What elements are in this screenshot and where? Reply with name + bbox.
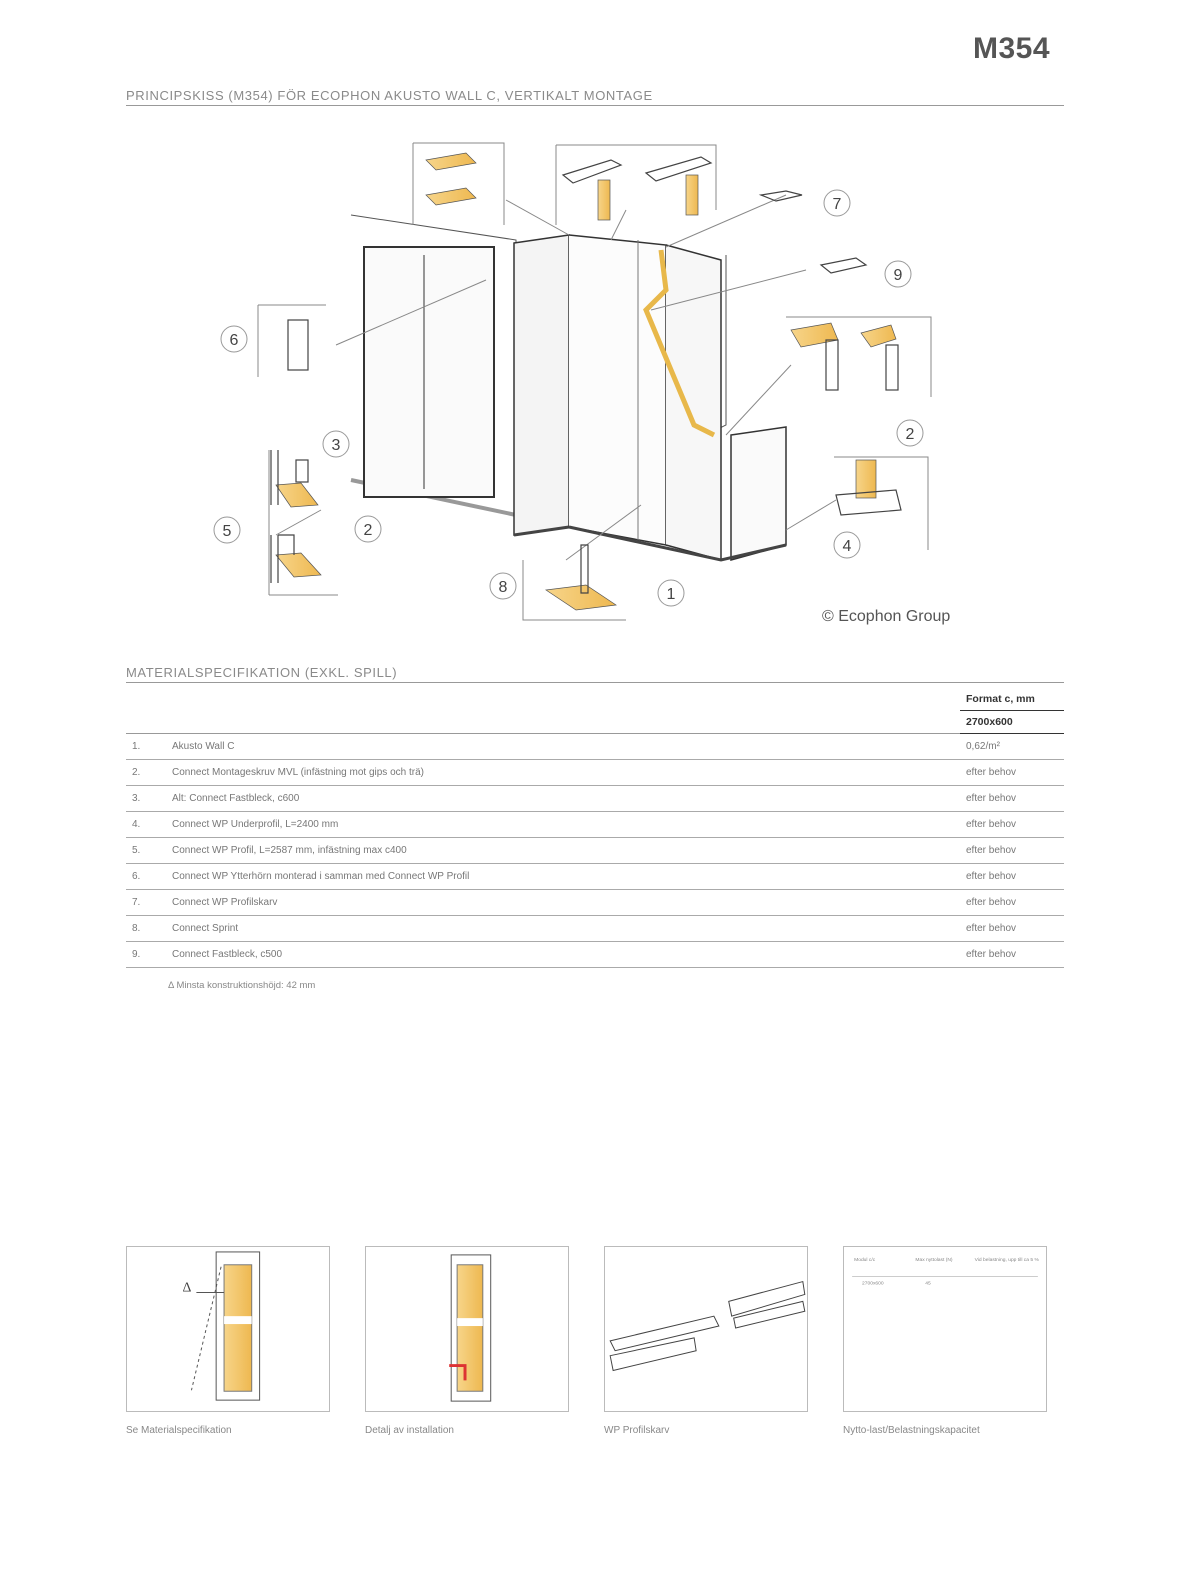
svg-text:Modul c/c: Modul c/c	[854, 1257, 876, 1263]
row-number: 3.	[126, 786, 172, 812]
svg-text:Vid belastning, upp till ca 5: Vid belastning, upp till ca 5 %	[974, 1257, 1039, 1263]
row-value: efter behov	[960, 942, 1064, 968]
row-description: Connect WP Profil, L=2587 mm, infästning max c400	[172, 838, 960, 864]
row-description: Akusto Wall C	[172, 734, 960, 760]
table-footnote: Δ Minsta konstruktionshöjd: 42 mm	[168, 980, 316, 991]
svg-text:5: 5	[222, 523, 232, 540]
format-header: Format c, mm	[960, 688, 1064, 711]
table-row	[126, 734, 1064, 760]
svg-text:2: 2	[363, 522, 373, 539]
row-number: 5.	[126, 838, 172, 864]
table-row	[126, 890, 1064, 916]
svg-text:8: 8	[498, 579, 508, 596]
row-description: Connect Fastbleck, c500	[172, 942, 960, 968]
svg-text:9: 9	[893, 267, 903, 284]
callout-5	[214, 517, 240, 543]
callout-1	[658, 580, 684, 606]
svg-text:2: 2	[905, 426, 915, 443]
row-value: efter behov	[960, 916, 1064, 942]
table-row	[126, 812, 1064, 838]
table-row	[126, 942, 1064, 968]
callout-9	[885, 261, 911, 287]
thumbnail-spec	[126, 1246, 330, 1412]
row-value: efter behov	[960, 786, 1064, 812]
svg-text:1: 1	[666, 586, 676, 603]
callout-8	[490, 573, 516, 599]
row-number: 6.	[126, 864, 172, 890]
spec-section-title: MATERIALSPECIFIKATION (EXKL. SPILL)	[126, 665, 1064, 683]
table-row	[126, 864, 1064, 890]
installation-diagram	[126, 115, 1064, 655]
row-description: Connect WP Profilskarv	[172, 890, 960, 916]
thumbnail-load-capacity	[843, 1246, 1047, 1412]
document-code: M354	[972, 32, 1050, 65]
callout-4	[834, 532, 860, 558]
delta-symbol: Δ	[182, 1279, 192, 1295]
table-row	[126, 916, 1064, 942]
callout-7	[824, 190, 850, 216]
callout-3	[323, 431, 349, 457]
svg-text:7: 7	[832, 196, 842, 213]
row-number: 2.	[126, 760, 172, 786]
thumbnail-caption-2: Detalj av installation	[365, 1425, 454, 1436]
svg-text:3: 3	[331, 437, 341, 454]
diagram-section-title: PRINCIPSKISS (M354) FÖR ECOPHON AKUSTO WALL C, VERTIKALT MONTAGE	[126, 88, 1064, 106]
row-value: efter behov	[960, 812, 1064, 838]
row-value: 0,62/m²	[960, 734, 1064, 760]
svg-text:4: 4	[842, 538, 852, 555]
thumbnail-caption-1: Se Materialspecifikation	[126, 1425, 232, 1436]
thumbnail-caption-3: WP Profilskarv	[604, 1425, 670, 1436]
row-value: efter behov	[960, 838, 1064, 864]
copyright-text: © Ecophon Group	[822, 608, 951, 625]
thumbnail-detail	[365, 1246, 569, 1412]
callout-2-right	[897, 420, 923, 446]
row-description: Connect Sprint	[172, 916, 960, 942]
row-description: Connect WP Underprofil, L=2400 mm	[172, 812, 960, 838]
row-number: 9.	[126, 942, 172, 968]
table-row	[126, 838, 1064, 864]
row-number: 8.	[126, 916, 172, 942]
row-description: Connect WP Ytterhörn monterad i samman med Connect WP Profil	[172, 864, 960, 890]
format-value: 2700x600	[960, 711, 1064, 734]
svg-text:45: 45	[925, 1281, 931, 1287]
svg-text:2700x600: 2700x600	[862, 1281, 884, 1287]
row-description: Alt: Connect Fastbleck, c600	[172, 786, 960, 812]
table-row	[126, 786, 1064, 812]
callout-6	[221, 326, 247, 352]
row-number: 1.	[126, 734, 172, 760]
row-number: 7.	[126, 890, 172, 916]
row-number: 4.	[126, 812, 172, 838]
row-value: efter behov	[960, 890, 1064, 916]
thumbnail-caption-4: Nytto-last/Belastningskapacitet	[843, 1425, 980, 1436]
row-description: Connect Montageskruv MVL (infästning mot gips och trä)	[172, 760, 960, 786]
table-row	[126, 760, 1064, 786]
svg-text:6: 6	[229, 332, 239, 349]
row-value: efter behov	[960, 760, 1064, 786]
callout-2-left	[355, 516, 381, 542]
material-spec-table	[126, 688, 1064, 968]
thumbnail-profile-joint	[604, 1246, 808, 1412]
row-value: efter behov	[960, 864, 1064, 890]
svg-text:Max nyttolast (N): Max nyttolast (N)	[915, 1257, 953, 1263]
